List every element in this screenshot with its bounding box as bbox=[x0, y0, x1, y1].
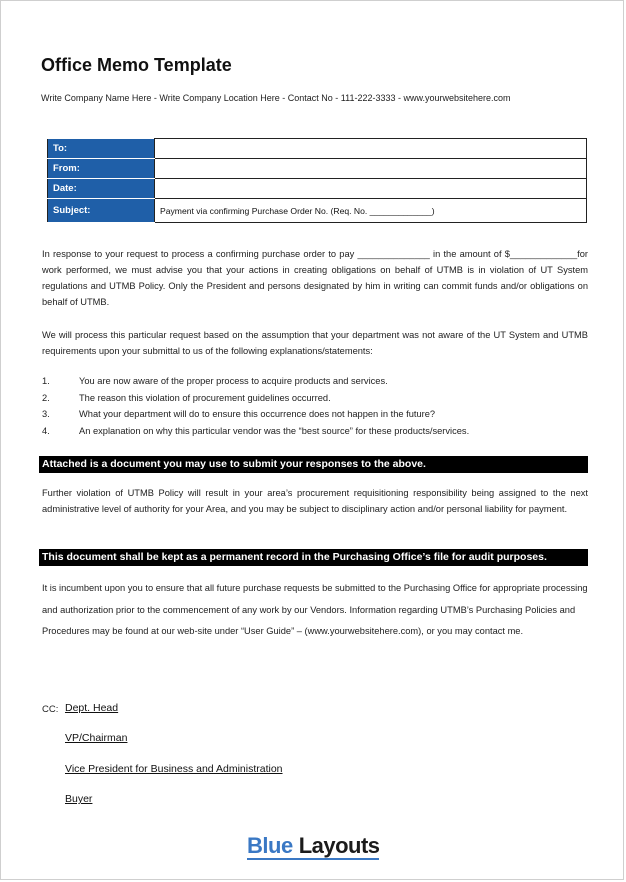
subject-field[interactable]: Payment via confirming Purchase Order No. (Req. No. _____________) bbox=[155, 199, 587, 223]
cc-dept-head[interactable]: Dept. Head bbox=[65, 702, 119, 714]
cc-label: CC: bbox=[42, 704, 59, 715]
to-label: To: bbox=[48, 139, 155, 159]
list-item bbox=[42, 426, 588, 443]
paragraph-assumption: We will process this particular request based on the assumption that your department was not aware of the UT System and UTMB requirements upon your submittal to us of the following explanations/statements: bbox=[42, 330, 588, 356]
from-label: From: bbox=[48, 159, 155, 179]
explanations-list bbox=[42, 376, 588, 442]
list-item bbox=[42, 393, 588, 410]
table-row bbox=[48, 199, 587, 223]
cc-vp-chairman[interactable]: VP/Chairman bbox=[65, 732, 128, 744]
subject-label: Subject: bbox=[48, 199, 155, 223]
paragraph-intro: In response to your request to process a confirming purchase order to pay ______________ in the amount of $_____________for work performed, we must advise you that your actions in creating obligations on behalf of UTMB is in violation of UT System regulations and UTMB Policy. Only the President and persons designated by him in writing can commit funds and/or obligations on behalf of UTMB. bbox=[42, 249, 588, 307]
table-row bbox=[48, 139, 587, 159]
attached-banner: Attached is a document you may use to submit your responses to the above. bbox=[39, 456, 588, 473]
list-text: What your department will do to ensure this occurrence does not happen in the future? bbox=[79, 409, 436, 419]
to-field[interactable] bbox=[155, 139, 587, 159]
list-text: The reason this violation of procurement guidelines occurred. bbox=[79, 392, 331, 403]
company-line: Write Company Name Here - Write Company Location Here - Contact No - 111-222-3333 - www.yourwebsitehere.com bbox=[41, 93, 511, 103]
blue-layouts-logo bbox=[247, 833, 380, 859]
paragraph-violation: Further violation of UTMB Policy will result in your area’s procurement requisitioning responsibility being assigned to the next administrative level of authority for your Area, and you may be subject to disciplinary action and/or personal liability for payment. bbox=[42, 488, 588, 514]
paragraph-incumbent: It is incumbent upon you to ensure that all future purchase requests be submitted to the Purchasing Office for appropriate processing and authorization prior to the commencement of any work by our Vendors. Information regarding UTMB’s Purchasing Policies and Procedures may be found at our web-site under “User Guide” – (www.yourwebsitehere.com), or you may contact me. bbox=[42, 583, 588, 636]
list-item bbox=[42, 409, 588, 426]
memo-header-table bbox=[47, 138, 587, 223]
cc-buyer[interactable]: Buyer bbox=[65, 793, 93, 805]
logo-word-blue: Blue bbox=[247, 833, 293, 858]
list-text: You are now aware of the proper process to acquire products and services. bbox=[79, 376, 388, 386]
list-text: An explanation on why this particular vendor was the “best source” for these products/services. bbox=[79, 425, 470, 436]
list-item bbox=[42, 376, 588, 393]
record-banner: This document shall be kept as a permanent record in the Purchasing Office’s file for audit purposes. bbox=[39, 549, 588, 566]
date-field[interactable] bbox=[155, 179, 587, 199]
logo-underline bbox=[247, 858, 379, 860]
logo-word-layouts: Layouts bbox=[298, 833, 380, 858]
table-row bbox=[48, 179, 587, 199]
list-number: 2. bbox=[42, 392, 50, 403]
date-label: Date: bbox=[48, 179, 155, 199]
page-title: Office Memo Template bbox=[41, 55, 232, 75]
list-number: 1. bbox=[42, 376, 50, 386]
table-row bbox=[48, 159, 587, 179]
list-number: 4. bbox=[42, 425, 50, 436]
from-field[interactable] bbox=[155, 159, 587, 179]
cc-vice-president[interactable]: Vice President for Business and Administration bbox=[65, 763, 283, 775]
list-number: 3. bbox=[42, 409, 50, 419]
